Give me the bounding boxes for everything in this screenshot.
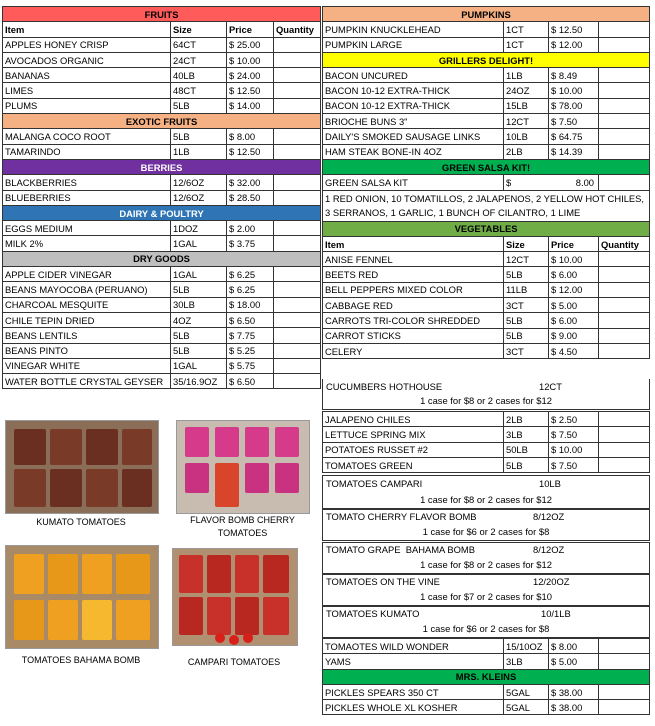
item-name: MALANGA COCO ROOT <box>3 129 171 144</box>
quantity-cell[interactable] <box>274 37 321 52</box>
item-size: 2LB <box>504 412 549 427</box>
quantity-cell[interactable] <box>599 37 650 52</box>
item-name: YAMS <box>323 654 504 669</box>
fruits-header <box>3 7 321 22</box>
item-name: PICKLES WHOLE XL KOSHER <box>323 700 504 715</box>
item-size: 12CT <box>504 252 549 267</box>
item-price: $ 14.39 <box>549 144 599 159</box>
item-name: CABBAGE RED <box>323 298 504 313</box>
item-price: $ 3.75 <box>227 236 274 251</box>
item-price: $ 8.49 <box>549 68 599 83</box>
item-size: 10LB <box>539 478 561 489</box>
table-row <box>3 297 321 312</box>
deal-note: 1 case for $8 or 2 cases for $12 <box>420 494 552 505</box>
item-name: GREEN SALSA KIT <box>323 175 504 190</box>
item-size: 12CT <box>539 381 562 392</box>
table-row <box>3 343 321 358</box>
campari-caption: CAMPARI TOMATOES <box>187 657 281 667</box>
quantity-cell[interactable] <box>274 282 321 297</box>
kumato-photo <box>5 420 159 514</box>
item-size: 3LB <box>504 427 549 442</box>
column-headers <box>3 22 321 37</box>
table-row <box>3 52 321 67</box>
item-name: APPLE CIDER VINEGAR <box>3 267 171 282</box>
item-name: AVOCADOS ORGANIC <box>3 52 171 67</box>
section-title: VEGETABLES <box>323 221 650 236</box>
deal-note: 1 case for $8 or 2 cases for $12 <box>420 559 552 570</box>
section-title: PUMPKINS <box>323 7 650 22</box>
quantity-cell[interactable] <box>274 190 321 205</box>
item-price: $ 10.00 <box>549 252 599 267</box>
item-name: BRIOCHE BUNS 3" <box>323 114 504 129</box>
left-order-table <box>2 6 321 389</box>
item-price: $ 7.50 <box>549 114 599 129</box>
quantity-cell[interactable] <box>599 267 650 282</box>
table-row <box>3 175 321 190</box>
quantity-cell[interactable] <box>274 52 321 67</box>
quantity-cell[interactable] <box>599 639 650 654</box>
item-name: TAMARINDO <box>3 144 171 159</box>
section-title: BERRIES <box>3 159 321 174</box>
column-header: Quantity <box>599 236 650 251</box>
table-row <box>323 684 650 699</box>
dairy-header <box>3 205 321 220</box>
column-header: Price <box>227 22 274 37</box>
item-size: 1CT <box>504 37 549 52</box>
table-row <box>323 37 650 52</box>
item-name: BEANS MAYOCOBA (PERUANO) <box>3 282 171 297</box>
quantity-cell[interactable] <box>274 144 321 159</box>
column-header: Size <box>171 22 227 37</box>
item-size: 11LB <box>504 282 549 297</box>
quantity-cell[interactable] <box>599 83 650 98</box>
table-row <box>3 374 321 389</box>
kumato-deal-block <box>322 606 650 638</box>
item-size: 1CT <box>504 22 549 37</box>
price-currency: $ <box>504 175 549 190</box>
pumpkins-header <box>323 7 650 22</box>
item-price: $ 10.00 <box>227 52 274 67</box>
item-name: JALAPENO CHILES <box>323 412 504 427</box>
deal-note: 1 case for $6 or 2 cases for $8 <box>422 623 550 634</box>
item-size: 1DOZ <box>171 221 227 236</box>
vine-deal-block <box>322 574 650 606</box>
item-price: $ 8.00 <box>227 129 274 144</box>
item-name: LETTUCE SPRING MIX <box>323 427 504 442</box>
item-price: $ 6.25 <box>227 282 274 297</box>
item-size: 1GAL <box>171 267 227 282</box>
item-price: $ 2.00 <box>227 221 274 236</box>
item-price: $ 4.50 <box>549 343 599 358</box>
item-price: $ 12.00 <box>549 37 599 52</box>
column-header: Item <box>323 236 504 251</box>
item-name: TOMATOES ON THE VINE <box>326 576 440 587</box>
section-title: MRS. KLEINS <box>323 669 650 684</box>
quantity-cell[interactable] <box>599 427 650 442</box>
quantity-cell[interactable] <box>599 457 650 472</box>
table-row <box>323 639 650 654</box>
item-size: 8/12OZ <box>533 511 565 522</box>
salsa-description: 1 RED ONION, 10 TOMATILLOS, 2 JALAPENOS, 2 YELLOW HOT CHILES, 3 SERRANOS, 1 GARLIC, 1 BUNCH OF CILANTRO, 1 LIME <box>323 190 650 221</box>
column-header: Price <box>549 236 599 251</box>
item-name: ANISE FENNEL <box>323 252 504 267</box>
item-name: CARROT STICKS <box>323 328 504 343</box>
item-size: 5LB <box>504 267 549 282</box>
section-title: DAIRY & POULTRY <box>3 205 321 220</box>
bahama-bomb-photo <box>5 545 159 649</box>
item-size: 24CT <box>171 52 227 67</box>
item-size: 50LB <box>504 442 549 457</box>
item-price: $ 7.75 <box>227 328 274 343</box>
item-size: 5LB <box>171 98 227 113</box>
table-row <box>3 98 321 113</box>
item-name: HAM STEAK BONE-IN 4OZ <box>323 144 504 159</box>
quantity-cell[interactable] <box>599 22 650 37</box>
item-name: PUMPKIN LARGE <box>323 37 504 52</box>
item-name: TOMATOES KUMATO <box>326 608 420 619</box>
item-size: 12/6OZ <box>171 175 227 190</box>
table-row <box>323 654 650 669</box>
item-name: BLUEBERRIES <box>3 190 171 205</box>
item-name: BANANAS <box>3 68 171 83</box>
exotic-header <box>3 114 321 129</box>
table-row <box>323 313 650 328</box>
item-size: 5LB <box>504 457 549 472</box>
column-headers <box>323 236 650 251</box>
table-row <box>323 427 650 442</box>
item-size: 15/10OZ <box>504 639 549 654</box>
item-name: PICKLES SPEARS 350 CT <box>323 684 504 699</box>
deal-note: 1 case for $6 or 2 cases for $8 <box>422 526 550 537</box>
item-name: BACON 10-12 EXTRA-THICK <box>323 98 504 113</box>
item-price: $ 10.00 <box>549 83 599 98</box>
quantity-cell[interactable] <box>599 442 650 457</box>
item-name: CUCUMBERS HOTHOUSE <box>326 381 443 392</box>
quantity-cell[interactable] <box>599 700 650 715</box>
item-size: 5LB <box>504 328 549 343</box>
quantity-cell[interactable] <box>599 313 650 328</box>
item-price: $ 9.00 <box>549 328 599 343</box>
item-price: $ 78.00 <box>549 98 599 113</box>
flavor-bomb-caption: FLAVOR BOMB CHERRY TOMATOES <box>190 515 295 538</box>
table-row <box>323 442 650 457</box>
item-price: $ 12.00 <box>549 282 599 297</box>
item-price: $ 25.00 <box>227 37 274 52</box>
berries-header <box>3 159 321 174</box>
item-size: 24OZ <box>504 83 549 98</box>
item-name: TOMAOTES WILD WONDER <box>323 639 504 654</box>
item-size: 3CT <box>504 343 549 358</box>
item-name: BACON 10-12 EXTRA-THICK <box>323 83 504 98</box>
quantity-cell[interactable] <box>274 328 321 343</box>
item-price: $ 7.50 <box>549 427 599 442</box>
item-price: $ 12.50 <box>549 22 599 37</box>
quantity-cell[interactable] <box>274 297 321 312</box>
right-bottom-table <box>322 638 650 715</box>
item-price: $ 2.50 <box>549 412 599 427</box>
item-name: CARROTS TRI-COLOR SHREDDED <box>323 313 504 328</box>
item-size: 15LB <box>504 98 549 113</box>
table-row <box>3 282 321 297</box>
quantity-cell[interactable] <box>274 98 321 113</box>
item-name: TOMATOES GREEN <box>323 457 504 472</box>
table-row <box>3 236 321 251</box>
flavor-bomb-photo <box>176 420 310 514</box>
quantity-cell[interactable] <box>274 175 321 190</box>
item-name: CHARCOAL MESQUITE <box>3 297 171 312</box>
table-row <box>323 252 650 267</box>
item-price: $ 7.50 <box>549 457 599 472</box>
right-top-table <box>322 6 650 359</box>
item-name: VINEGAR WHITE <box>3 358 171 373</box>
table-row <box>323 98 650 113</box>
salsa-description-row <box>323 190 650 221</box>
quantity-cell[interactable] <box>599 98 650 113</box>
item-price: $ 6.00 <box>549 267 599 282</box>
quantity-cell[interactable] <box>599 114 650 129</box>
item-size: 40LB <box>171 68 227 83</box>
column-header: Size <box>504 236 549 251</box>
campari-photo <box>172 548 298 646</box>
table-row <box>323 114 650 129</box>
item-size: 48CT <box>171 83 227 98</box>
item-price: $ 12.50 <box>227 83 274 98</box>
item-name: PUMPKIN KNUCKLEHEAD <box>323 22 504 37</box>
item-name: EGGS MEDIUM <box>3 221 171 236</box>
quantity-cell[interactable] <box>599 252 650 267</box>
table-row <box>323 144 650 159</box>
quantity-cell[interactable] <box>274 68 321 83</box>
right-mid-table <box>322 411 650 473</box>
quantity-cell[interactable] <box>599 412 650 427</box>
column-header: Quantity <box>274 22 321 37</box>
item-price: $ 5.00 <box>549 298 599 313</box>
item-name: TOMATO GRAPE BAHAMA BOMB <box>326 544 475 555</box>
kumato-caption: KUMATO TOMATOES <box>36 517 126 527</box>
item-name: BEANS LENTILS <box>3 328 171 343</box>
item-name: BLACKBERRIES <box>3 175 171 190</box>
quantity-cell[interactable] <box>274 221 321 236</box>
item-price: $ 6.50 <box>227 312 274 327</box>
table-row <box>3 190 321 205</box>
item-price: $ 38.00 <box>549 700 599 715</box>
campari-deal-block <box>322 475 650 509</box>
item-price: $ 6.50 <box>227 374 274 389</box>
item-size: 35/16.9OZ <box>171 374 227 389</box>
item-price: $ 12.50 <box>227 144 274 159</box>
quantity-cell[interactable] <box>274 267 321 282</box>
salsa-header <box>323 159 650 174</box>
item-name: BACON UNCURED <box>323 68 504 83</box>
item-size: 5LB <box>171 343 227 358</box>
item-name: BELL PEPPERS MIXED COLOR <box>323 282 504 297</box>
item-size: 5LB <box>171 328 227 343</box>
item-name: TOMATOES CAMPARI <box>326 478 423 489</box>
item-size: 4OZ <box>171 312 227 327</box>
table-row <box>3 267 321 282</box>
item-price: $ 6.00 <box>549 313 599 328</box>
section-title: GRILLERS DELIGHT! <box>323 52 650 67</box>
item-size: 5LB <box>504 313 549 328</box>
table-row <box>323 298 650 313</box>
section-title: FRUITS <box>3 7 321 22</box>
bahama-bomb-caption: TOMATOES BAHAMA BOMB <box>21 655 141 665</box>
item-price: $ 14.00 <box>227 98 274 113</box>
section-title: DRY GOODS <box>3 251 321 266</box>
kleins-header <box>323 669 650 684</box>
item-price: 8.00 <box>549 175 599 190</box>
dry-goods-header <box>3 251 321 266</box>
item-price: $ 8.00 <box>549 639 599 654</box>
quantity-cell[interactable] <box>599 144 650 159</box>
item-price: $ 28.50 <box>227 190 274 205</box>
item-price: $ 5.25 <box>227 343 274 358</box>
item-size: 8/12OZ <box>533 544 565 555</box>
item-size: 1GAL <box>171 236 227 251</box>
quantity-cell[interactable] <box>599 298 650 313</box>
table-row <box>323 457 650 472</box>
item-size: 5LB <box>171 129 227 144</box>
table-row <box>323 129 650 144</box>
table-row <box>323 83 650 98</box>
quantity-cell[interactable] <box>599 684 650 699</box>
table-row <box>3 358 321 373</box>
quantity-cell[interactable] <box>274 343 321 358</box>
item-price: $ 5.75 <box>227 358 274 373</box>
item-name: APPLES HONEY CRISP <box>3 37 171 52</box>
table-row <box>323 328 650 343</box>
quantity-cell[interactable] <box>274 358 321 373</box>
item-size: 5GAL <box>504 700 549 715</box>
table-row <box>3 129 321 144</box>
deal-note: 1 case for $8 or 2 cases for $12 <box>420 395 552 406</box>
item-size: 3LB <box>504 654 549 669</box>
item-name: BEETS RED <box>323 267 504 282</box>
item-price: $ 24.00 <box>227 68 274 83</box>
item-size: 1LB <box>171 144 227 159</box>
column-header: Item <box>3 22 171 37</box>
item-name: WATER BOTTLE CRYSTAL GEYSER <box>3 374 171 389</box>
grillers-header <box>323 52 650 67</box>
quantity-cell[interactable] <box>599 282 650 297</box>
item-name: LIMES <box>3 83 171 98</box>
item-name: TOMATO CHERRY FLAVOR BOMB <box>326 511 477 522</box>
item-price: $ 10.00 <box>549 442 599 457</box>
item-price: $ 38.00 <box>549 684 599 699</box>
table-row <box>323 22 650 37</box>
table-row <box>323 68 650 83</box>
item-size: 12/20OZ <box>533 576 570 587</box>
table-row <box>3 68 321 83</box>
table-row <box>3 312 321 327</box>
section-title: EXOTIC FRUITS <box>3 114 321 129</box>
item-name: POTATOES RUSSET #2 <box>323 442 504 457</box>
item-size: 30LB <box>171 297 227 312</box>
table-row <box>3 328 321 343</box>
table-row <box>323 700 650 715</box>
grape-deal-block <box>322 542 650 574</box>
quantity-cell[interactable] <box>274 236 321 251</box>
table-row <box>323 267 650 282</box>
item-size: 2LB <box>504 144 549 159</box>
item-size: 12/6OZ <box>171 190 227 205</box>
item-name: PLUMS <box>3 98 171 113</box>
item-price: $ 64.75 <box>549 129 599 144</box>
table-row <box>323 282 650 297</box>
item-name: CHILE TEPIN DRIED <box>3 312 171 327</box>
item-size: 10LB <box>504 129 549 144</box>
deal-note: 1 case for $7 or 2 cases for $10 <box>420 591 552 602</box>
cherry-deal-block <box>322 509 650 541</box>
quantity-cell[interactable] <box>599 654 650 669</box>
item-price: $ 5.00 <box>549 654 599 669</box>
item-name: DAILY'S SMOKED SAUSAGE LINKS <box>323 129 504 144</box>
quantity-cell[interactable] <box>274 312 321 327</box>
item-name: MILK 2% <box>3 236 171 251</box>
quantity-cell[interactable] <box>599 343 650 358</box>
quantity-cell[interactable] <box>599 68 650 83</box>
vegetables-header <box>323 221 650 236</box>
quantity-cell[interactable] <box>599 175 650 190</box>
table-row <box>323 412 650 427</box>
item-price: $ 18.00 <box>227 297 274 312</box>
table-row <box>3 144 321 159</box>
quantity-cell[interactable] <box>274 83 321 98</box>
item-price: $ 6.25 <box>227 267 274 282</box>
item-name: CELERY <box>323 343 504 358</box>
quantity-cell[interactable] <box>274 129 321 144</box>
table-row <box>3 37 321 52</box>
quantity-cell[interactable] <box>599 328 650 343</box>
quantity-cell[interactable] <box>599 129 650 144</box>
item-size: 1LB <box>504 68 549 83</box>
item-name: BEANS PINTO <box>3 343 171 358</box>
table-row <box>3 221 321 236</box>
section-title: GREEN SALSA KIT! <box>323 159 650 174</box>
cucumber-block <box>322 379 650 410</box>
item-size: 10/1LB <box>541 608 571 619</box>
table-row <box>3 83 321 98</box>
item-size: 1GAL <box>171 358 227 373</box>
item-size: 12CT <box>504 114 549 129</box>
table-row <box>323 175 650 190</box>
item-size: 3CT <box>504 298 549 313</box>
table-row <box>323 343 650 358</box>
item-size: 64CT <box>171 37 227 52</box>
item-size: 5LB <box>171 282 227 297</box>
item-price: $ 32.00 <box>227 175 274 190</box>
item-size: 5GAL <box>504 684 549 699</box>
quantity-cell[interactable] <box>274 374 321 389</box>
